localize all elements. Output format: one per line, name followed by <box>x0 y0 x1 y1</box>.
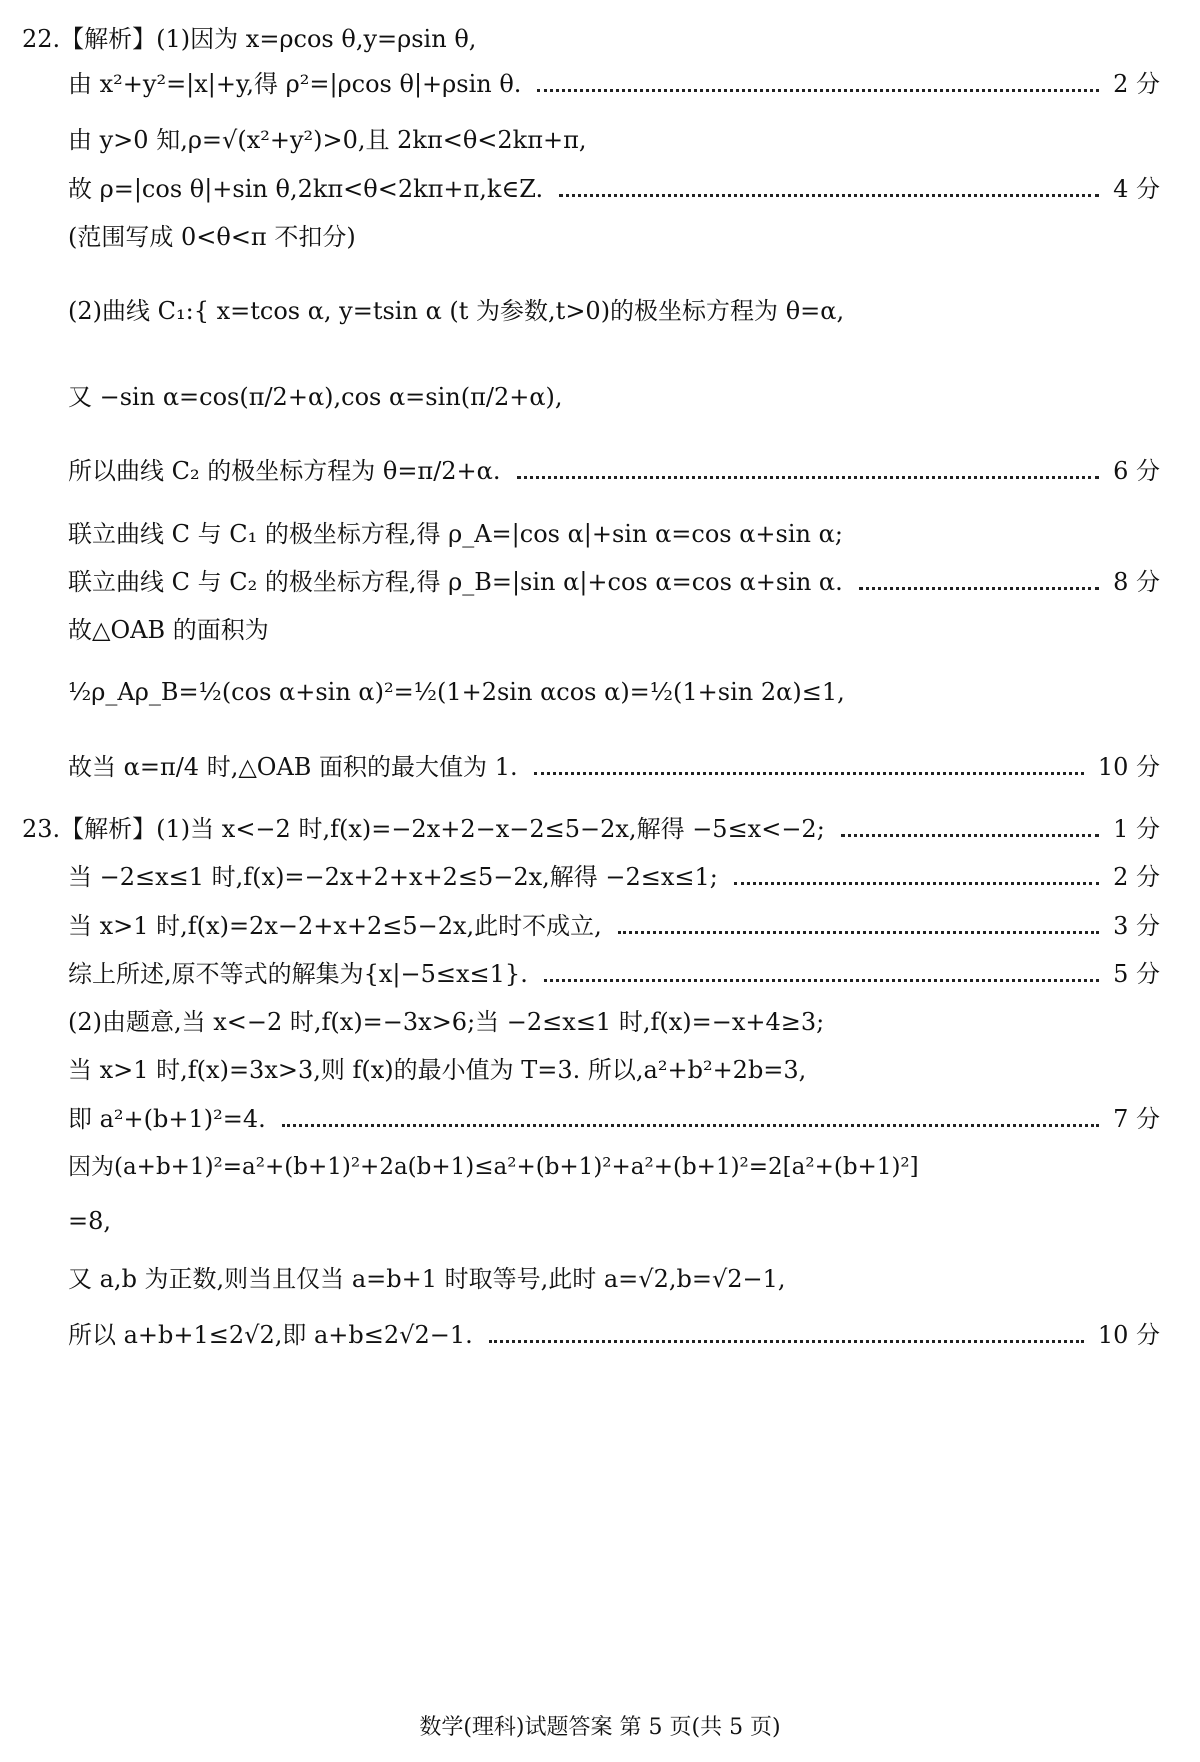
line-text: (2)曲线 C₁:{ x=tcos α, y=tsin α (t 为参数,t>0)的极坐标方程为 θ=α, <box>68 297 845 325</box>
score-leader-dots <box>282 1124 1099 1127</box>
q22-line-5 <box>68 220 1160 254</box>
score-leader-dots <box>618 931 1099 934</box>
line-text: 因为(a+b+1)²=a²+(b+1)²+2a(b+1)≤a²+(b+1)²+a²+(b+1)²=2[a²+(b+1)²] <box>68 1154 919 1180</box>
line-text: 当 −2≤x≤1 时,f(x)=−2x+2+x+2≤5−2x,解得 −2≤x≤1; <box>68 863 718 891</box>
q22-line-7 <box>68 380 1160 414</box>
line-text: 23.【解析】(1)当 x<−2 时,f(x)=−2x+2−x−2≤5−2x,解得 −5≤x<−2; <box>22 815 825 843</box>
line-text: 故 ρ=|cos θ|+sin θ,2kπ<θ<2kπ+π,k∈Z. <box>68 175 544 203</box>
q23-line-8 <box>68 1150 1160 1184</box>
line-text: 所以曲线 C₂ 的极坐标方程为 θ=π/2+α. <box>68 457 501 485</box>
page-footer: 数学(理科)试题答案 第 5 页(共 5 页) <box>419 1715 781 1740</box>
q22-line-8 <box>68 454 1160 488</box>
line-text: (范围写成 0<θ<π 不扣分) <box>68 223 356 251</box>
q22-line-13 <box>68 750 1160 784</box>
line-text: 故当 α=π/4 时,△OAB 面积的最大值为 1. <box>68 753 518 781</box>
q23-line-4 <box>68 957 1160 991</box>
score-label: 6 分 <box>1113 457 1160 485</box>
q22-line-10 <box>68 565 1160 599</box>
q23-line-9 <box>68 1204 1160 1238</box>
score-label: 4 分 <box>1113 175 1160 203</box>
score-label: 3 分 <box>1113 912 1160 940</box>
score-leader-dots <box>559 194 1099 197</box>
score-label: 1 分 <box>1113 815 1160 843</box>
score-label: 5 分 <box>1113 960 1160 988</box>
q22-line-12 <box>68 675 1160 709</box>
q23-line-5 <box>68 1005 1160 1039</box>
line-text: 22.【解析】(1)因为 x=ρcos θ,y=ρsin θ, <box>22 25 477 53</box>
score-leader-dots <box>534 772 1084 775</box>
line-text: ½ρ_Aρ_B=½(cos α+sin α)²=½(1+2sin αcos α)=½(1+sin 2α)≤1, <box>68 678 845 706</box>
line-text: 又 −sin α=cos(π/2+α),cos α=sin(π/2+α), <box>68 383 563 411</box>
line-text: (2)由题意,当 x<−2 时,f(x)=−3x>6;当 −2≤x≤1 时,f(x)=−x+4≥3; <box>68 1008 825 1036</box>
line-text: 当 x>1 时,f(x)=3x>3,则 f(x)的最小值为 T=3. 所以,a²+b²+2b=3, <box>68 1056 807 1084</box>
q22-line-1 <box>22 22 1160 56</box>
line-text: 又 a,b 为正数,则当且仅当 a=b+1 时取等号,此时 a=√2,b=√2−1, <box>68 1265 786 1293</box>
q23-line-3 <box>68 909 1160 943</box>
q23-line-7 <box>68 1102 1160 1136</box>
line-text: 所以 a+b+1≤2√2,即 a+b≤2√2−1. <box>68 1321 473 1349</box>
score-label: 2 分 <box>1113 70 1160 98</box>
line-text: 联立曲线 C 与 C₁ 的极坐标方程,得 ρ_A=|cos α|+sin α=cos α+sin α; <box>68 520 843 548</box>
line-text: 由 x²+y²=|x|+y,得 ρ²=|ρcos θ|+ρsin θ. <box>68 70 522 98</box>
q22-line-9 <box>68 517 1160 551</box>
score-label: 10 分 <box>1097 753 1160 781</box>
q22-line-4 <box>68 172 1160 206</box>
score-leader-dots <box>537 89 1099 92</box>
score-label: 7 分 <box>1113 1105 1160 1133</box>
score-label: 2 分 <box>1113 863 1160 891</box>
line-text: =8, <box>68 1207 112 1235</box>
q22-line-11 <box>68 613 1160 647</box>
score-leader-dots <box>517 476 1100 479</box>
q23-line-10 <box>68 1262 1160 1296</box>
line-text: 综上所述,原不等式的解集为{x|−5≤x≤1}. <box>68 960 528 988</box>
q23-line-1 <box>22 812 1160 846</box>
q22-line-2 <box>68 67 1160 101</box>
q23-line-6 <box>68 1053 1160 1087</box>
q22-line-3 <box>68 123 1160 157</box>
q22-line-6 <box>68 294 1160 328</box>
line-text: 当 x>1 时,f(x)=2x−2+x+2≤5−2x,此时不成立, <box>68 912 602 940</box>
score-label: 8 分 <box>1113 568 1160 596</box>
score-leader-dots <box>544 979 1099 982</box>
line-text: 即 a²+(b+1)²=4. <box>68 1105 266 1133</box>
q23-line-11 <box>68 1318 1160 1352</box>
line-text: 联立曲线 C 与 C₂ 的极坐标方程,得 ρ_B=|sin α|+cos α=cos α+sin α. <box>68 568 843 596</box>
score-label: 10 分 <box>1097 1321 1160 1349</box>
q23-line-2 <box>68 860 1160 894</box>
line-text: 故△OAB 的面积为 <box>68 616 269 644</box>
line-text: 由 y>0 知,ρ=√(x²+y²)>0,且 2kπ<θ<2kπ+π, <box>68 126 587 154</box>
score-leader-dots <box>859 587 1099 590</box>
score-leader-dots <box>734 882 1099 885</box>
score-leader-dots <box>489 1340 1084 1343</box>
score-leader-dots <box>841 834 1099 837</box>
